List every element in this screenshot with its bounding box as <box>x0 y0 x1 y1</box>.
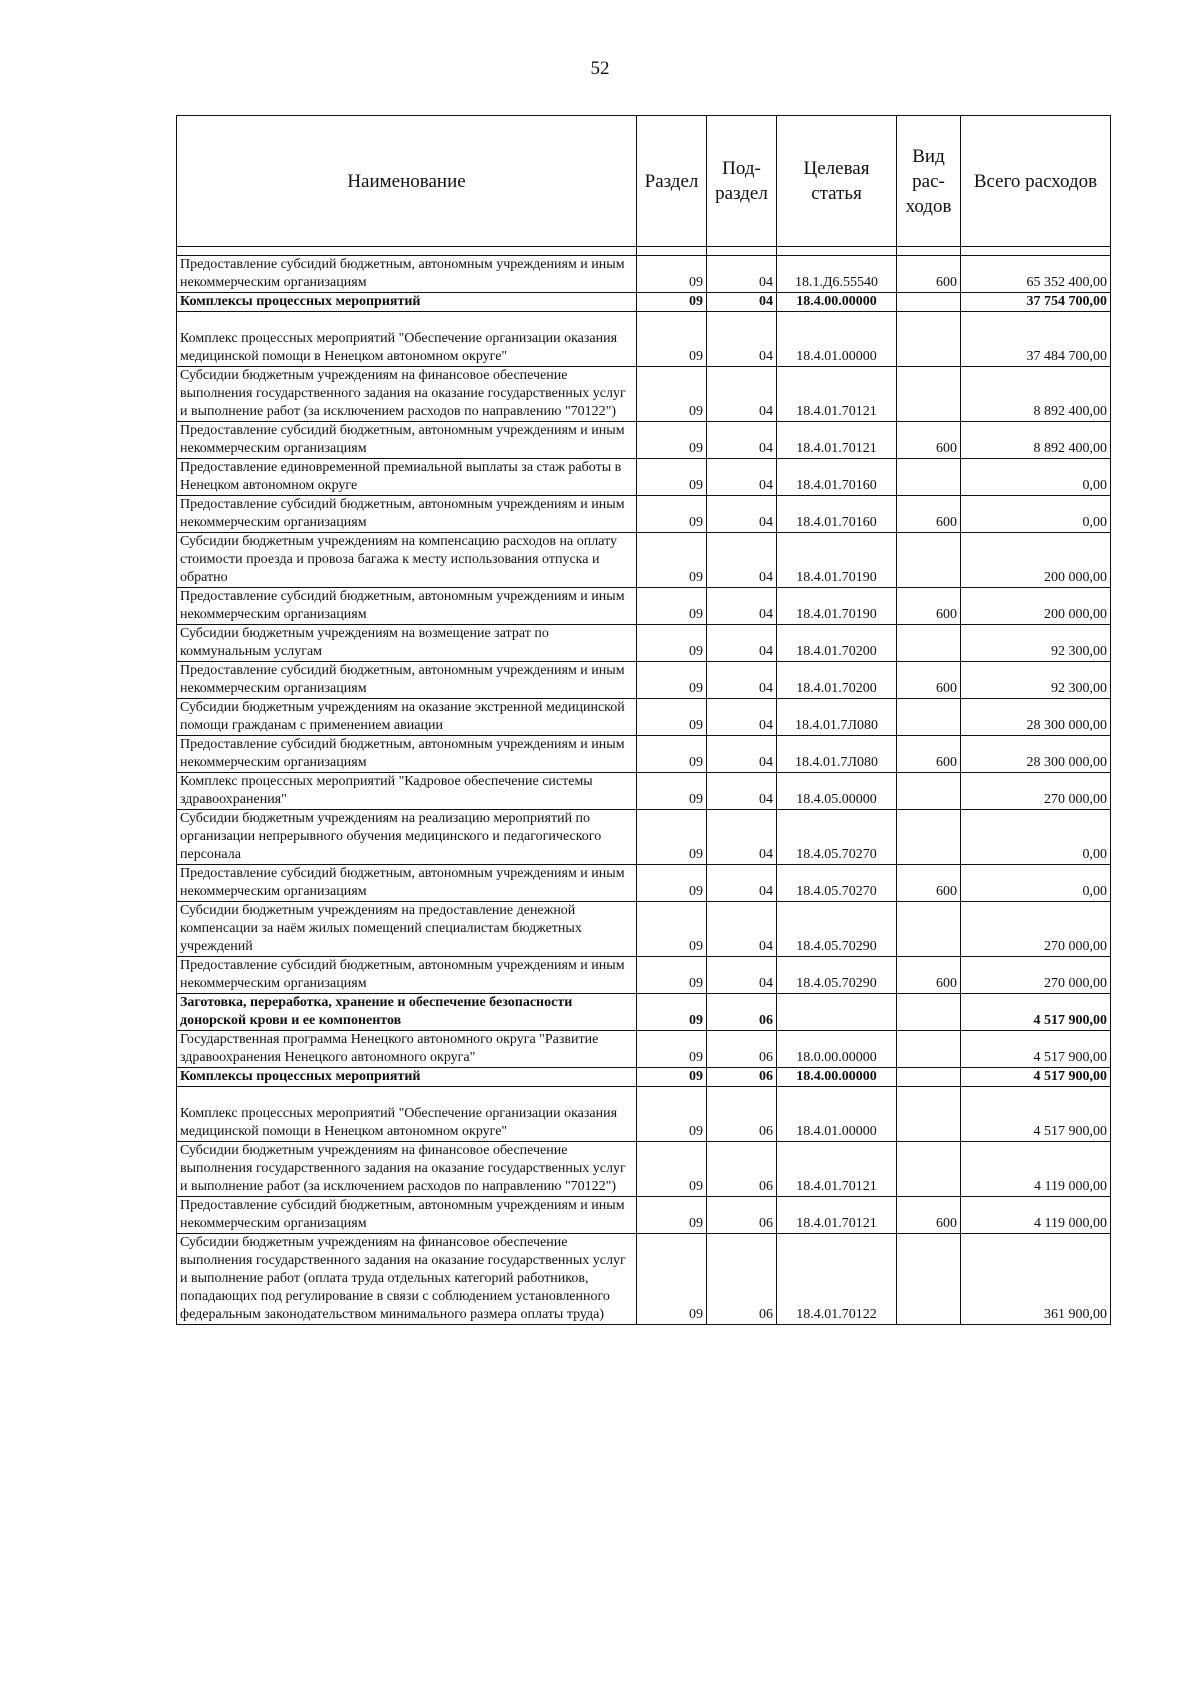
row-article-cell: 18.4.01.70200 <box>777 662 897 699</box>
row-name-cell: Предоставление субсидий бюджетным, автономным учреждениям и иным некоммерческим организациям <box>177 865 637 902</box>
row-subsection-cell: 04 <box>707 736 777 773</box>
row-subsection-cell: 04 <box>707 699 777 736</box>
row-subsection-cell: 04 <box>707 293 777 312</box>
row-section-cell: 09 <box>637 588 707 625</box>
table-row <box>177 994 1111 1031</box>
table-row <box>177 256 1111 293</box>
row-total-cell: 37 484 700,00 <box>961 312 1111 367</box>
header-article: Целевая статья <box>777 116 897 247</box>
row-article-cell: 18.4.05.00000 <box>777 773 897 810</box>
row-total-cell: 92 300,00 <box>961 662 1111 699</box>
row-name-cell: Предоставление субсидий бюджетным, автономным учреждениям и иным некоммерческим организациям <box>177 256 637 293</box>
row-subsection-cell: 04 <box>707 459 777 496</box>
row-article-cell: 18.4.01.70121 <box>777 1197 897 1234</box>
row-article-cell: 18.4.01.7Л080 <box>777 736 897 773</box>
table-row <box>177 422 1111 459</box>
row-expense-type-cell <box>897 1031 961 1068</box>
row-expense-type-cell: 600 <box>897 865 961 902</box>
row-expense-type-cell <box>897 625 961 662</box>
row-name-cell: Предоставление субсидий бюджетным, автономным учреждениям и иным некоммерческим организациям <box>177 1197 637 1234</box>
row-expense-type-cell <box>897 367 961 422</box>
row-section-cell: 09 <box>637 533 707 588</box>
row-article-cell: 18.4.00.00000 <box>777 1068 897 1087</box>
row-section-cell: 09 <box>637 1031 707 1068</box>
table-row <box>177 312 1111 367</box>
row-expense-type-cell: 600 <box>897 422 961 459</box>
table-row <box>177 1142 1111 1197</box>
row-name-cell: Комплексы процессных мероприятий <box>177 1068 637 1087</box>
row-name-cell: Субсидии бюджетным учреждениям на финансовое обеспечение выполнения государственного задания на оказание государственных услуг и выполнение работ (оплата труда отдельных категорий работников, попадающих под регулирование в связи с соблюдением установленного федеральным законодательством минимального размера оплаты труда) <box>177 1234 637 1325</box>
row-name-cell: Предоставление субсидий бюджетным, автономным учреждениям и иным некоммерческим организациям <box>177 496 637 533</box>
header-total: Всего расходов <box>961 116 1111 247</box>
row-article-cell: 18.4.00.00000 <box>777 293 897 312</box>
row-name-cell: Комплекс процессных мероприятий "Кадровое обеспечение системы здравоохранения" <box>177 773 637 810</box>
table-row <box>177 625 1111 662</box>
row-name-cell: Предоставление субсидий бюджетным, автономным учреждениям и иным некоммерческим организациям <box>177 588 637 625</box>
table-row <box>177 459 1111 496</box>
row-total-cell: 270 000,00 <box>961 957 1111 994</box>
row-total-cell: 28 300 000,00 <box>961 736 1111 773</box>
row-total-cell: 8 892 400,00 <box>961 367 1111 422</box>
row-expense-type-cell <box>897 699 961 736</box>
row-subsection-cell: 06 <box>707 994 777 1031</box>
row-section-cell: 09 <box>637 459 707 496</box>
row-expense-type-cell <box>897 312 961 367</box>
row-section-cell: 09 <box>637 1142 707 1197</box>
header-spacer <box>177 247 1111 256</box>
table-row <box>177 773 1111 810</box>
row-name-cell: Субсидии бюджетным учреждениям на финансовое обеспечение выполнения государственного задания на оказание государственных услуг и выполнение работ (за исключением расходов по направлению "70122") <box>177 367 637 422</box>
row-expense-type-cell: 600 <box>897 736 961 773</box>
row-section-cell: 09 <box>637 773 707 810</box>
row-section-cell: 09 <box>637 422 707 459</box>
table-row <box>177 1031 1111 1068</box>
table-row <box>177 1197 1111 1234</box>
row-section-cell: 09 <box>637 1068 707 1087</box>
table-row <box>177 902 1111 957</box>
row-total-cell: 0,00 <box>961 810 1111 865</box>
table-row <box>177 1087 1111 1142</box>
row-total-cell: 65 352 400,00 <box>961 256 1111 293</box>
row-total-cell: 270 000,00 <box>961 902 1111 957</box>
row-section-cell: 09 <box>637 736 707 773</box>
row-name-cell: Комплекс процессных мероприятий "Обеспечение организации оказания медицинской помощи в Ненецком автономном округе" <box>177 1087 637 1142</box>
row-subsection-cell: 04 <box>707 533 777 588</box>
row-section-cell: 09 <box>637 1234 707 1325</box>
row-expense-type-cell: 600 <box>897 256 961 293</box>
row-section-cell: 09 <box>637 662 707 699</box>
row-expense-type-cell <box>897 1087 961 1142</box>
row-expense-type-cell: 600 <box>897 662 961 699</box>
row-name-cell: Субсидии бюджетным учреждениям на реализацию мероприятий по организации непрерывного обучения медицинского и педагогического персонала <box>177 810 637 865</box>
row-subsection-cell: 04 <box>707 367 777 422</box>
row-article-cell: 18.4.01.70160 <box>777 459 897 496</box>
row-article-cell: 18.4.01.7Л080 <box>777 699 897 736</box>
row-subsection-cell: 04 <box>707 422 777 459</box>
row-expense-type-cell <box>897 1068 961 1087</box>
row-expense-type-cell <box>897 1234 961 1325</box>
row-section-cell: 09 <box>637 865 707 902</box>
row-subsection-cell: 04 <box>707 957 777 994</box>
row-section-cell: 09 <box>637 1087 707 1142</box>
row-section-cell: 09 <box>637 957 707 994</box>
header-section: Раздел <box>637 116 707 247</box>
page-number: 52 <box>590 58 610 79</box>
table-row <box>177 293 1111 312</box>
row-expense-type-cell <box>897 533 961 588</box>
table-row <box>177 1234 1111 1325</box>
row-name-cell: Субсидии бюджетным учреждениям на возмещение затрат по коммунальным услугам <box>177 625 637 662</box>
row-name-cell: Субсидии бюджетным учреждениям на предоставление денежной компенсации за наём жилых помещений специалистам бюджетных учреждений <box>177 902 637 957</box>
row-article-cell <box>777 994 897 1031</box>
table-body <box>177 247 1111 1325</box>
row-name-cell: Предоставление субсидий бюджетным, автономным учреждениям и иным некоммерческим организациям <box>177 736 637 773</box>
row-total-cell: 4 517 900,00 <box>961 994 1111 1031</box>
table-row <box>177 865 1111 902</box>
row-subsection-cell: 04 <box>707 496 777 533</box>
row-expense-type-cell <box>897 810 961 865</box>
table-row <box>177 810 1111 865</box>
table-row <box>177 957 1111 994</box>
row-section-cell: 09 <box>637 902 707 957</box>
row-total-cell: 270 000,00 <box>961 773 1111 810</box>
row-article-cell: 18.4.01.70121 <box>777 422 897 459</box>
row-subsection-cell: 04 <box>707 312 777 367</box>
header-name: Наименование <box>177 116 637 247</box>
budget-table <box>176 115 1111 1325</box>
row-subsection-cell: 06 <box>707 1234 777 1325</box>
row-total-cell: 0,00 <box>961 496 1111 533</box>
row-total-cell: 4 517 900,00 <box>961 1031 1111 1068</box>
row-name-cell: Предоставление единовременной премиальной выплаты за стаж работы в Ненецком автономном округе <box>177 459 637 496</box>
row-subsection-cell: 06 <box>707 1142 777 1197</box>
row-section-cell: 09 <box>637 810 707 865</box>
row-article-cell: 18.4.05.70290 <box>777 902 897 957</box>
table-row <box>177 588 1111 625</box>
row-total-cell: 0,00 <box>961 865 1111 902</box>
table-row <box>177 736 1111 773</box>
row-name-cell: Предоставление субсидий бюджетным, автономным учреждениям и иным некоммерческим организациям <box>177 662 637 699</box>
row-section-cell: 09 <box>637 625 707 662</box>
header-subsection: Под- раздел <box>707 116 777 247</box>
row-article-cell: 18.4.01.70121 <box>777 1142 897 1197</box>
table-row <box>177 699 1111 736</box>
table-row <box>177 496 1111 533</box>
row-section-cell: 09 <box>637 1197 707 1234</box>
row-name-cell: Субсидии бюджетным учреждениям на финансовое обеспечение выполнения государственного задания на оказание государственных услуг и выполнение работ (за исключением расходов по направлению "70122") <box>177 1142 637 1197</box>
row-name-cell: Комплексы процессных мероприятий <box>177 293 637 312</box>
table-row <box>177 662 1111 699</box>
row-article-cell: 18.4.01.70200 <box>777 625 897 662</box>
table-row <box>177 1068 1111 1087</box>
row-total-cell: 361 900,00 <box>961 1234 1111 1325</box>
row-expense-type-cell: 600 <box>897 1197 961 1234</box>
row-subsection-cell: 04 <box>707 810 777 865</box>
row-section-cell: 09 <box>637 312 707 367</box>
row-total-cell: 4 517 900,00 <box>961 1068 1111 1087</box>
row-expense-type-cell: 600 <box>897 957 961 994</box>
table-header-row <box>177 116 1111 247</box>
row-article-cell: 18.4.01.70190 <box>777 533 897 588</box>
row-expense-type-cell <box>897 773 961 810</box>
row-article-cell: 18.4.01.00000 <box>777 312 897 367</box>
row-article-cell: 18.4.01.70160 <box>777 496 897 533</box>
row-subsection-cell: 06 <box>707 1087 777 1142</box>
row-subsection-cell: 06 <box>707 1068 777 1087</box>
row-total-cell: 92 300,00 <box>961 625 1111 662</box>
row-expense-type-cell: 600 <box>897 588 961 625</box>
row-article-cell: 18.4.05.70270 <box>777 865 897 902</box>
row-section-cell: 09 <box>637 699 707 736</box>
table-row <box>177 533 1111 588</box>
row-article-cell: 18.4.01.00000 <box>777 1087 897 1142</box>
row-name-cell: Заготовка, переработка, хранение и обеспечение безопасности донорской крови и ее компонентов <box>177 994 637 1031</box>
row-article-cell: 18.4.01.70121 <box>777 367 897 422</box>
row-section-cell: 09 <box>637 256 707 293</box>
row-subsection-cell: 04 <box>707 588 777 625</box>
row-article-cell: 18.1.Д6.55540 <box>777 256 897 293</box>
row-article-cell: 18.4.05.70290 <box>777 957 897 994</box>
row-section-cell: 09 <box>637 367 707 422</box>
row-expense-type-cell <box>897 459 961 496</box>
row-name-cell: Предоставление субсидий бюджетным, автономным учреждениям и иным некоммерческим организациям <box>177 422 637 459</box>
row-name-cell: Государственная программа Ненецкого автономного округа "Развитие здравоохранения Ненецкого автономного округа" <box>177 1031 637 1068</box>
row-total-cell: 28 300 000,00 <box>961 699 1111 736</box>
row-article-cell: 18.4.01.70190 <box>777 588 897 625</box>
row-total-cell: 200 000,00 <box>961 533 1111 588</box>
row-article-cell: 18.4.05.70270 <box>777 810 897 865</box>
row-expense-type-cell: 600 <box>897 496 961 533</box>
row-subsection-cell: 04 <box>707 773 777 810</box>
row-total-cell: 4 517 900,00 <box>961 1087 1111 1142</box>
row-total-cell: 37 754 700,00 <box>961 293 1111 312</box>
row-expense-type-cell <box>897 994 961 1031</box>
header-expense-type: Вид рас- ходов <box>897 116 961 247</box>
row-total-cell: 200 000,00 <box>961 588 1111 625</box>
row-subsection-cell: 04 <box>707 625 777 662</box>
row-name-cell: Комплекс процессных мероприятий "Обеспечение организации оказания медицинской помощи в Ненецком автономном округе" <box>177 312 637 367</box>
row-expense-type-cell <box>897 1142 961 1197</box>
row-expense-type-cell <box>897 293 961 312</box>
table-row <box>177 367 1111 422</box>
row-total-cell: 0,00 <box>961 459 1111 496</box>
row-subsection-cell: 06 <box>707 1031 777 1068</box>
row-total-cell: 4 119 000,00 <box>961 1142 1111 1197</box>
row-expense-type-cell <box>897 902 961 957</box>
row-name-cell: Субсидии бюджетным учреждениям на оказание экстренной медицинской помощи гражданам с применением авиации <box>177 699 637 736</box>
row-name-cell: Предоставление субсидий бюджетным, автономным учреждениям и иным некоммерческим организациям <box>177 957 637 994</box>
row-total-cell: 8 892 400,00 <box>961 422 1111 459</box>
row-subsection-cell: 06 <box>707 1197 777 1234</box>
row-article-cell: 18.4.01.70122 <box>777 1234 897 1325</box>
row-section-cell: 09 <box>637 293 707 312</box>
row-total-cell: 4 119 000,00 <box>961 1197 1111 1234</box>
row-subsection-cell: 04 <box>707 902 777 957</box>
row-section-cell: 09 <box>637 496 707 533</box>
row-article-cell: 18.0.00.00000 <box>777 1031 897 1068</box>
row-subsection-cell: 04 <box>707 256 777 293</box>
row-subsection-cell: 04 <box>707 662 777 699</box>
row-name-cell: Субсидии бюджетным учреждениям на компенсацию расходов на оплату стоимости проезда и провоза багажа к месту использования отпуска и обратно <box>177 533 637 588</box>
row-section-cell: 09 <box>637 994 707 1031</box>
row-subsection-cell: 04 <box>707 865 777 902</box>
